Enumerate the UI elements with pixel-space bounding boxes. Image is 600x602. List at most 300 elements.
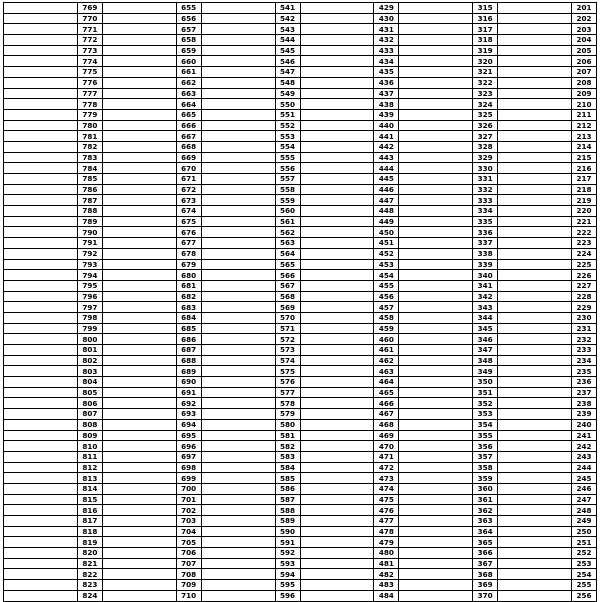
entry-name [399,580,473,591]
entry-name [399,451,473,462]
entry-number: 431 [374,24,399,35]
entry-number: 254 [572,569,597,580]
entry-number: 430 [374,13,399,24]
entry-number: 467 [374,409,399,420]
entry-name [201,291,275,302]
entry-name [300,280,374,291]
entry-number: 787 [77,195,102,206]
entry-name [498,505,572,516]
entry-number: 680 [176,270,201,281]
entry-number: 568 [275,291,300,302]
entry-number: 483 [374,580,399,591]
entry-number: 805 [77,387,102,398]
entry-number: 206 [572,56,597,67]
entry-number: 481 [374,558,399,569]
table-row [4,88,597,99]
entry-name [300,184,374,195]
entry-name [498,3,572,14]
table-row [4,558,597,569]
entry-name [399,163,473,174]
table-row [4,377,597,388]
entry-name [300,345,374,356]
entry-name [399,88,473,99]
entry-number: 583 [275,451,300,462]
entry-number: 452 [374,248,399,259]
entry-name [498,537,572,548]
entry-number: 557 [275,174,300,185]
entry-number: 217 [572,174,597,185]
entry-name [300,483,374,494]
entry-name [300,24,374,35]
entry-name [102,451,176,462]
entry-name [201,366,275,377]
entry-number: 224 [572,248,597,259]
entry-number: 441 [374,131,399,142]
entry-number: 824 [77,590,102,601]
entry-name [300,526,374,537]
entry-number: 662 [176,77,201,88]
table-row [4,580,597,591]
entry-number: 449 [374,216,399,227]
entry-number: 234 [572,355,597,366]
entry-name [4,227,78,238]
entry-name [300,227,374,238]
entry-number: 575 [275,366,300,377]
entry-name [399,494,473,505]
entry-name [399,323,473,334]
entry-name [498,462,572,473]
entry-number: 822 [77,569,102,580]
entry-number: 820 [77,548,102,559]
entry-name [399,548,473,559]
entry-name [300,548,374,559]
entry-name [201,312,275,323]
entry-number: 444 [374,163,399,174]
entry-name [4,109,78,120]
entry-name [102,174,176,185]
entry-number: 548 [275,77,300,88]
entry-name [300,377,374,388]
entry-number: 455 [374,280,399,291]
entry-number: 461 [374,345,399,356]
entry-number: 569 [275,302,300,313]
entry-number: 342 [473,291,498,302]
entry-number: 819 [77,537,102,548]
entry-name [300,163,374,174]
entry-name [4,141,78,152]
entry-name [498,569,572,580]
entry-name [498,377,572,388]
table-row [4,548,597,559]
entry-name [399,398,473,409]
entry-number: 227 [572,280,597,291]
entry-number: 251 [572,537,597,548]
entry-name [498,131,572,142]
entry-number: 801 [77,345,102,356]
entry-name [102,409,176,420]
entry-number: 235 [572,366,597,377]
entry-name [399,248,473,259]
entry-number: 451 [374,238,399,249]
entry-name [201,377,275,388]
entry-number: 590 [275,526,300,537]
entry-number: 695 [176,430,201,441]
entry-number: 558 [275,184,300,195]
entry-number: 551 [275,109,300,120]
entry-name [300,334,374,345]
entry-name [201,580,275,591]
entry-number: 433 [374,45,399,56]
entry-number: 684 [176,312,201,323]
entry-name [498,526,572,537]
entry-name [498,174,572,185]
entry-name [201,334,275,345]
entry-name [102,590,176,601]
entry-number: 783 [77,152,102,163]
table-row [4,366,597,377]
entry-number: 232 [572,334,597,345]
entry-number: 774 [77,56,102,67]
entry-number: 450 [374,227,399,238]
entry-name [498,387,572,398]
entry-name [399,67,473,78]
entry-name [201,163,275,174]
entry-number: 324 [473,99,498,110]
entry-name [399,238,473,249]
entry-name [300,441,374,452]
entry-number: 344 [473,312,498,323]
entry-name [399,270,473,281]
entry-number: 567 [275,280,300,291]
entry-name [4,345,78,356]
entry-number: 432 [374,35,399,46]
entry-name [300,462,374,473]
entry-name [399,355,473,366]
entry-number: 213 [572,131,597,142]
entry-number: 692 [176,398,201,409]
entry-name [300,494,374,505]
entry-name [102,334,176,345]
entry-number: 320 [473,56,498,67]
entry-number: 471 [374,451,399,462]
entry-name [4,323,78,334]
entry-number: 589 [275,516,300,527]
entry-name [498,580,572,591]
entry-name [201,345,275,356]
entry-number: 255 [572,580,597,591]
entry-number: 439 [374,109,399,120]
entry-name [399,505,473,516]
entry-number: 807 [77,409,102,420]
entry-name [498,35,572,46]
entry-number: 794 [77,270,102,281]
entry-name [4,366,78,377]
entry-name [201,473,275,484]
entry-number: 798 [77,312,102,323]
entry-number: 355 [473,430,498,441]
entry-number: 541 [275,3,300,14]
entry-number: 562 [275,227,300,238]
entry-number: 335 [473,216,498,227]
entry-name [4,13,78,24]
entry-name [300,323,374,334]
entry-name [300,537,374,548]
entry-name [399,56,473,67]
entry-number: 813 [77,473,102,484]
entry-name [4,451,78,462]
table-row [4,590,597,601]
entry-name [102,505,176,516]
entry-number: 336 [473,227,498,238]
entry-name [399,109,473,120]
entry-name [102,462,176,473]
entry-number: 442 [374,141,399,152]
entry-name [498,259,572,270]
entry-name [102,216,176,227]
entry-number: 792 [77,248,102,259]
entry-name [102,195,176,206]
entry-number: 462 [374,355,399,366]
entry-name [201,24,275,35]
entry-number: 475 [374,494,399,505]
entry-number: 788 [77,206,102,217]
entry-number: 702 [176,505,201,516]
entry-name [4,334,78,345]
entry-number: 814 [77,483,102,494]
entry-name [498,409,572,420]
entry-number: 785 [77,174,102,185]
entry-number: 436 [374,77,399,88]
table-row [4,67,597,78]
entry-name [4,473,78,484]
entry-number: 586 [275,483,300,494]
table-row [4,259,597,270]
entry-name [300,109,374,120]
entry-name [201,206,275,217]
table-row [4,45,597,56]
entry-number: 816 [77,505,102,516]
entry-name [300,152,374,163]
entry-number: 769 [77,3,102,14]
entry-name [498,548,572,559]
entry-name [399,227,473,238]
entry-name [498,483,572,494]
entry-number: 790 [77,227,102,238]
entry-name [498,120,572,131]
entry-name [102,494,176,505]
entry-number: 806 [77,398,102,409]
entry-number: 576 [275,377,300,388]
entry-number: 778 [77,99,102,110]
entry-number: 701 [176,494,201,505]
table-row [4,280,597,291]
entry-name [102,302,176,313]
entry-number: 242 [572,441,597,452]
entry-number: 435 [374,67,399,78]
entry-number: 570 [275,312,300,323]
entry-number: 315 [473,3,498,14]
entry-name [498,473,572,484]
entry-number: 341 [473,280,498,291]
entry-name [399,387,473,398]
entry-name [498,366,572,377]
entry-number: 664 [176,99,201,110]
entry-number: 474 [374,483,399,494]
entry-number: 674 [176,206,201,217]
entry-number: 368 [473,569,498,580]
table-row [4,355,597,366]
entry-number: 555 [275,152,300,163]
entry-name [4,206,78,217]
entry-name [300,3,374,14]
entry-number: 581 [275,430,300,441]
table-row [4,195,597,206]
entry-number: 808 [77,419,102,430]
entry-name [498,430,572,441]
entry-number: 443 [374,152,399,163]
entry-number: 770 [77,13,102,24]
entry-number: 786 [77,184,102,195]
entry-name [300,238,374,249]
table-row [4,120,597,131]
entry-number: 700 [176,483,201,494]
entry-name [102,473,176,484]
entry-name [201,280,275,291]
entry-number: 359 [473,473,498,484]
entry-name [498,291,572,302]
entry-name [4,462,78,473]
entry-name [4,526,78,537]
entry-name [399,590,473,601]
entry-name [300,590,374,601]
entry-name [201,227,275,238]
entry-name [102,152,176,163]
entry-number: 667 [176,131,201,142]
entry-number: 699 [176,473,201,484]
entry-name [102,120,176,131]
entry-name [4,259,78,270]
entry-number: 666 [176,120,201,131]
entry-name [201,409,275,420]
entry-number: 682 [176,291,201,302]
entry-name [4,67,78,78]
table-row [4,109,597,120]
table-row [4,569,597,580]
entry-number: 319 [473,45,498,56]
entry-number: 796 [77,291,102,302]
entry-number: 795 [77,280,102,291]
table-row [4,184,597,195]
entry-name [102,526,176,537]
entry-number: 466 [374,398,399,409]
entry-number: 571 [275,323,300,334]
entry-number: 546 [275,56,300,67]
entry-number: 249 [572,516,597,527]
entry-number: 459 [374,323,399,334]
entry-number: 317 [473,24,498,35]
table-row [4,3,597,14]
entry-name [498,24,572,35]
entry-number: 237 [572,387,597,398]
entry-name [201,302,275,313]
entry-name [498,227,572,238]
entry-name [201,462,275,473]
entry-name [4,120,78,131]
table-row [4,323,597,334]
entry-number: 318 [473,35,498,46]
entry-name [201,270,275,281]
entry-number: 357 [473,451,498,462]
entry-number: 572 [275,334,300,345]
entry-name [4,419,78,430]
table-row [4,238,597,249]
entry-number: 365 [473,537,498,548]
entry-name [300,387,374,398]
entry-name [498,270,572,281]
entry-name [300,355,374,366]
entry-name [498,334,572,345]
entry-number: 448 [374,206,399,217]
entry-number: 797 [77,302,102,313]
entry-number: 219 [572,195,597,206]
entry-name [300,430,374,441]
entry-number: 776 [77,77,102,88]
entry-name [102,77,176,88]
entry-name [4,494,78,505]
entry-number: 809 [77,430,102,441]
entry-number: 584 [275,462,300,473]
entry-name [102,516,176,527]
entry-number: 687 [176,345,201,356]
entry-name [4,3,78,14]
table-row [4,473,597,484]
entry-name [4,184,78,195]
entry-name [201,398,275,409]
entry-number: 593 [275,558,300,569]
entry-name [498,109,572,120]
table-row [4,526,597,537]
entry-number: 565 [275,259,300,270]
entry-name [102,548,176,559]
entry-number: 554 [275,141,300,152]
entry-name [300,312,374,323]
entry-name [102,238,176,249]
entry-name [201,248,275,259]
table-row [4,494,597,505]
table-row [4,35,597,46]
entry-number: 215 [572,152,597,163]
entry-name [102,248,176,259]
entry-name [201,45,275,56]
table-row [4,409,597,420]
entry-number: 705 [176,537,201,548]
entry-number: 364 [473,526,498,537]
entry-number: 595 [275,580,300,591]
entry-number: 665 [176,109,201,120]
entry-name [300,302,374,313]
entry-number: 563 [275,238,300,249]
entry-name [399,13,473,24]
entry-number: 484 [374,590,399,601]
entry-number: 216 [572,163,597,174]
entry-number: 706 [176,548,201,559]
entry-name [201,131,275,142]
entry-number: 775 [77,67,102,78]
entry-name [399,77,473,88]
entry-name [300,131,374,142]
entry-name [498,77,572,88]
entry-number: 369 [473,580,498,591]
